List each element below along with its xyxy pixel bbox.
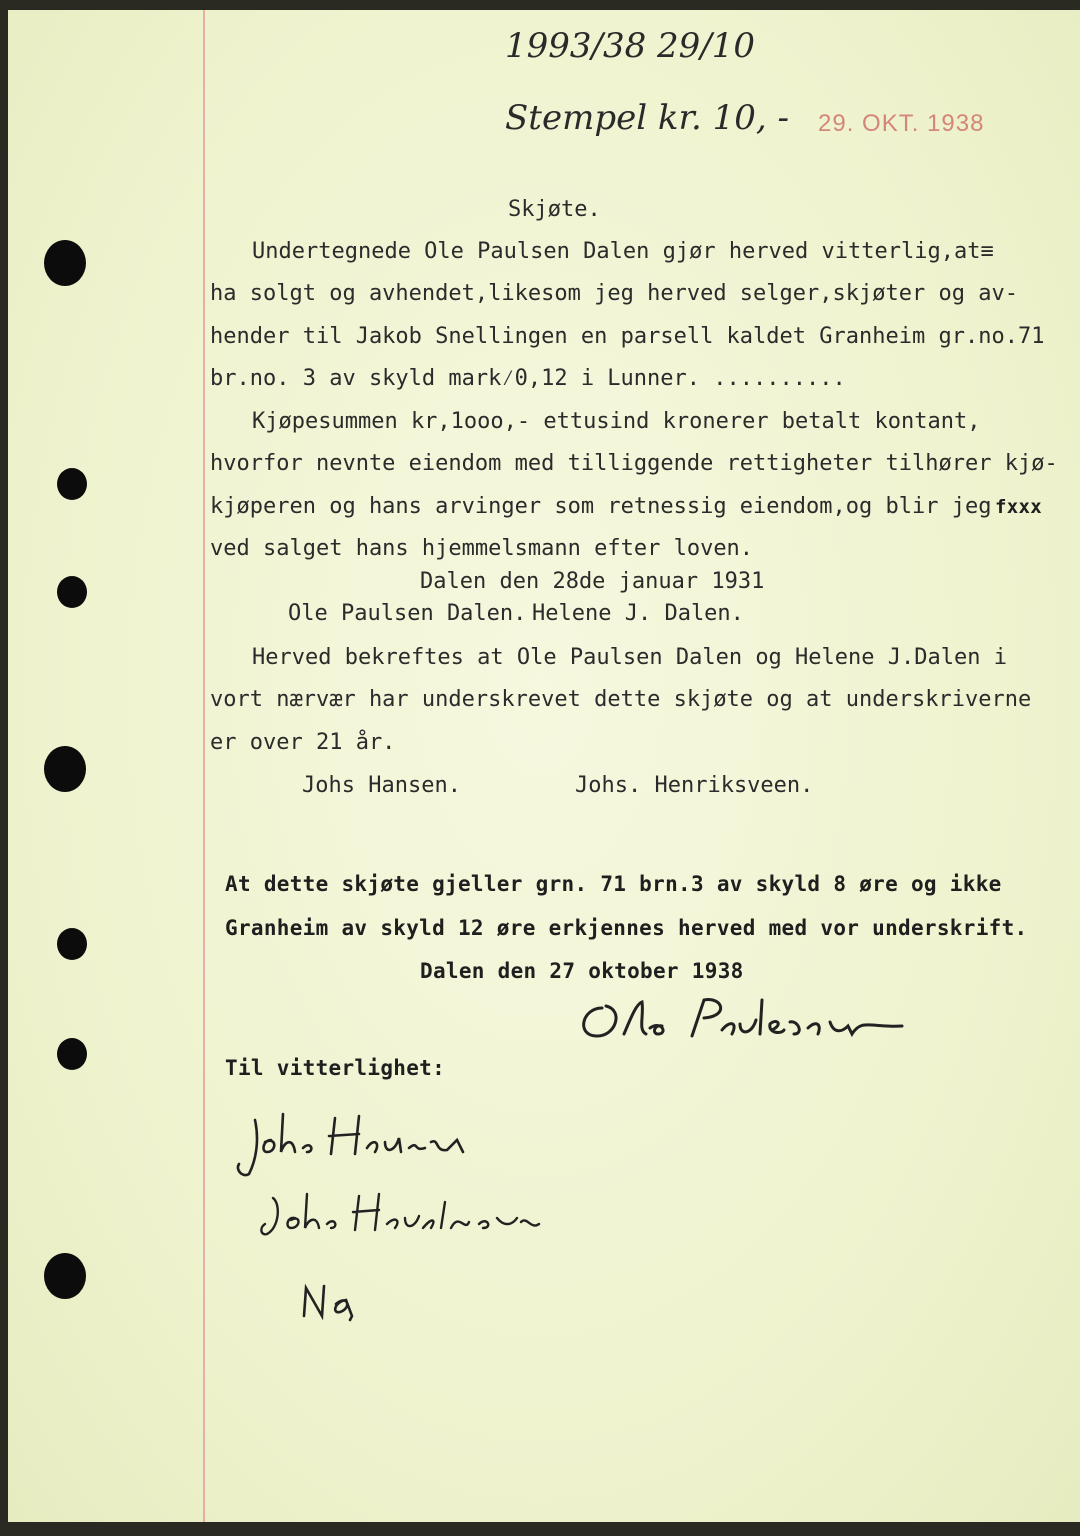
scan-border-bottom xyxy=(0,1522,1080,1536)
body-line: hvorfor nevnte eiendom med tilliggende rettigheter tilhører kjø- xyxy=(210,451,1058,476)
signature-typed: Helene J. Dalen. xyxy=(532,601,744,626)
binder-hole xyxy=(57,576,87,608)
date-stamp: 29. OKT. 1938 xyxy=(818,110,985,137)
addendum-line: Granheim av skyld 12 øre erkjennes herved med vor underskrift. xyxy=(225,916,1028,940)
handwritten-initials xyxy=(296,1278,376,1322)
body-line: kjøperen og hans arvinger som retnessig eiendom,og blir jeg xyxy=(210,494,992,519)
handwritten-signature-johs-henriksveen xyxy=(255,1188,555,1244)
struck-text: fxxx xyxy=(995,496,1042,518)
witness-line: Herved bekreftes at Ole Paulsen Dalen og Helene J.Dalen i xyxy=(252,645,1007,670)
register-note: 1993/38 29/10 xyxy=(505,26,756,66)
binder-hole xyxy=(57,928,87,960)
body-line: Kjøpesummen kr,1ooo,- ettusind kronerer betalt kontant, xyxy=(252,409,981,434)
margin-rule xyxy=(203,10,205,1522)
binder-hole xyxy=(57,468,87,500)
place-date: Dalen den 28de januar 1931 xyxy=(420,569,765,594)
binder-hole xyxy=(44,240,86,286)
witness-label: Til vitterlighet: xyxy=(225,1056,446,1080)
body-line: ved salget hans hjemmelsmann efter loven. xyxy=(210,536,754,561)
handwritten-signature-johs-hansen xyxy=(225,1108,485,1178)
binder-hole xyxy=(57,1038,87,1070)
binder-hole xyxy=(44,1253,86,1299)
scan-border-left xyxy=(0,0,8,1536)
witness-name: Johs. Henriksveen. xyxy=(575,773,814,798)
document-title: Skjøte. xyxy=(508,197,601,222)
body-line: Undertegnede Ole Paulsen Dalen gjør herved vitterlig,at≡ xyxy=(252,239,994,264)
body-line: ha solgt og avhendet,likesom jeg herved selger,skjøter og av- xyxy=(210,281,1018,306)
binder-hole xyxy=(44,746,86,792)
witness-line: vort nærvær har underskrevet dette skjøte og at underskriverne xyxy=(210,687,1032,712)
scan-border-top xyxy=(0,0,1080,10)
addendum-place-date: Dalen den 27 oktober 1938 xyxy=(420,959,744,983)
witness-line: er over 21 år. xyxy=(210,730,396,755)
body-line: br.no. 3 av skyld mark⁄0,12 i Lunner. .......... xyxy=(210,366,846,391)
handwritten-signature-ole-paulsen xyxy=(572,990,922,1050)
signature-typed: Ole Paulsen Dalen. xyxy=(288,601,527,626)
body-line: hender til Jakob Snellingen en parsell kaldet Granheim gr.no.71 xyxy=(210,324,1045,349)
addendum-line: At dette skjøte gjeller grn. 71 brn.3 av skyld 8 øre og ikke xyxy=(225,872,1002,896)
stamp-duty-note: Stempel kr. 10, - xyxy=(505,98,789,138)
witness-name: Johs Hansen. xyxy=(302,773,461,798)
